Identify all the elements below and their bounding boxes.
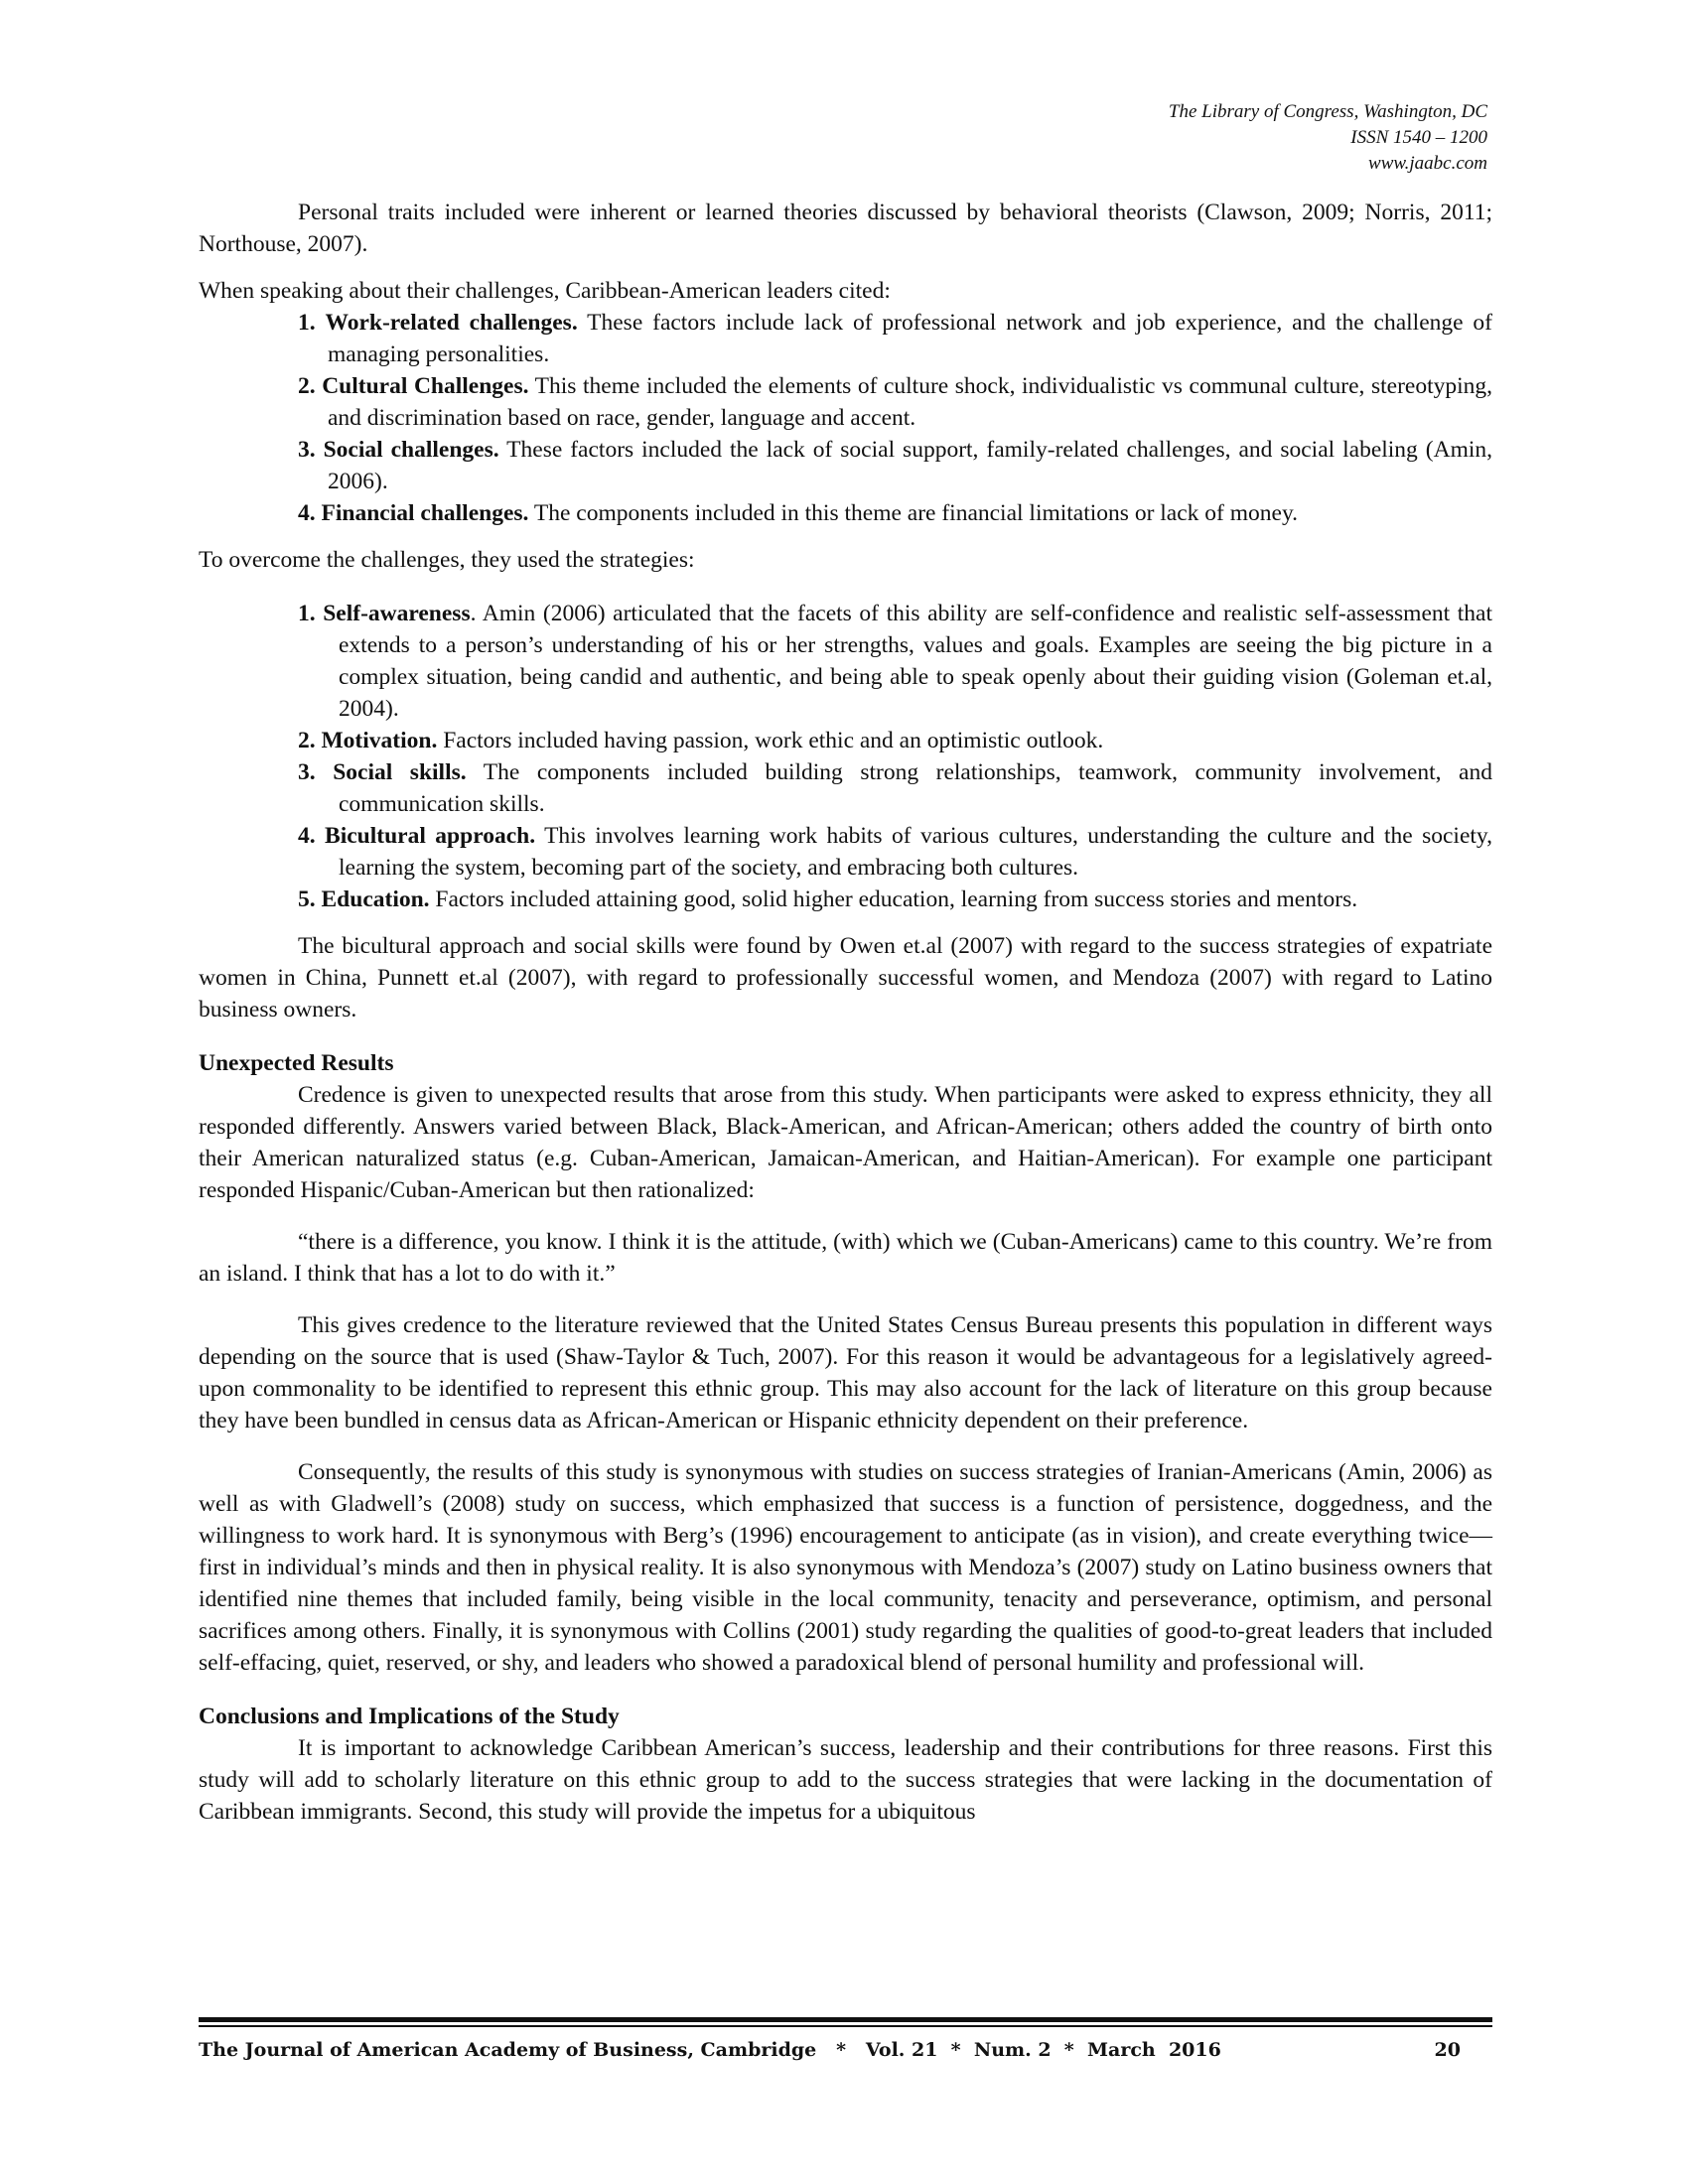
item-text: The components included in this theme are financial limitations or lack of money. xyxy=(528,500,1299,526)
page-number: 20 xyxy=(1434,2039,1461,2061)
paragraph-personal-traits: Personal traits included were inherent or learned theories discussed by behavioral theorists (Clawson, 2009; Norris, 2011; Northouse, 2007). xyxy=(199,200,1492,257)
item-text: . Amin (2006) articulated that the facets of this ability are self-confidence and realistic self-assessment that extends to a person’s understanding of his or her strengths, values and goals. Examples are seeing the big picture in a complex situation, being candid and authentic, and being able to speak openly about their guiding vision (Goleman et.al, 2004). xyxy=(339,601,1492,722)
challenges-intro: When speaking about their challenges, Caribbean-American leaders cited: xyxy=(199,278,891,304)
list-item xyxy=(298,370,1492,434)
item-number: 4. xyxy=(298,823,316,849)
item-number: 2. xyxy=(298,373,316,399)
article-body xyxy=(199,197,1492,1828)
heading-conclusions: Conclusions and Implications of the Study xyxy=(199,1704,620,1729)
item-term: Financial challenges. xyxy=(321,500,529,526)
paragraph-census: This gives credence to the literature reviewed that the United States Census Bureau presents this population in different ways depending on the source that is used (Shaw-Taylor & Tuch, 2007). For this reason it would be advantageous for a legislatively agreed-upon commonality to be identified to represent this ethnic group. This may also account for the lack of literature on this group because they have been bundled in census data as African-American or Hispanic ethnicity dependent on their preference. xyxy=(199,1312,1492,1433)
paragraph-bicultural: The bicultural approach and social skills were found by Owen et.al (2007) with regard to the success strategies of expatriate women in China, Punnett et.al (2007), with regard to professionally successful women, and Mendoza (2007) with regard to Latino business owners. xyxy=(199,933,1492,1023)
item-number: 1. xyxy=(298,601,316,626)
footer-rule-thick xyxy=(199,2017,1492,2022)
quote-participant: “there is a difference, you know. I think it is the attitude, (with) which we (Cuban-Americans) came to this country. We’re from an island. I think that has a lot to do with it.” xyxy=(199,1229,1492,1287)
list-item xyxy=(298,884,1492,915)
item-term: Cultural Challenges. xyxy=(322,373,529,399)
item-term: Self-awareness xyxy=(323,601,471,626)
paragraph-credence: Credence is given to unexpected results that arose from this study. When participants were asked to express ethnicity, they all responded differently. Answers varied between Black, Black-American, and African-American; others added the country of birth onto their American naturalized status (e.g. Cuban-American, Jamaican-American, and Haitian-American). For example one participant responded Hispanic/Cuban-American but then rationalized: xyxy=(199,1082,1492,1203)
list-item xyxy=(298,497,1492,529)
header-library: The Library of Congress, Washington, DC xyxy=(1168,101,1487,122)
item-number: 3. xyxy=(298,759,316,785)
item-term: Work-related challenges. xyxy=(325,310,578,336)
item-number: 3. xyxy=(298,437,316,463)
item-text: These factors included the lack of social support, family-related challenges, and social labeling (Amin, 2006). xyxy=(328,437,1492,494)
item-term: Bicultural approach. xyxy=(325,823,536,849)
item-number: 5. xyxy=(298,887,316,912)
list-item xyxy=(298,598,1492,725)
item-number: 1. xyxy=(298,310,316,336)
item-number: 2. xyxy=(298,728,316,753)
header-website: www.jaabc.com xyxy=(1368,153,1487,174)
challenges-list xyxy=(298,307,1492,529)
item-term: Education. xyxy=(321,887,430,912)
item-number: 4. xyxy=(298,500,316,526)
strategies-list xyxy=(298,598,1492,915)
item-text: This involves learning work habits of various cultures, understanding the culture and the society, learning the system, becoming part of the society, and embracing both cultures. xyxy=(339,823,1492,881)
item-term: Social skills. xyxy=(333,759,467,785)
item-term: Motivation. xyxy=(321,728,438,753)
paragraph-consequently: Consequently, the results of this study is synonymous with studies on success strategies of Iranian-Americans (Amin, 2006) as well as with Gladwell’s (2008) study on success, which emphasized that success is a function of persistence, doggedness, and the willingness to work hard. It is synonymous with Berg’s (1996) encouragement to anticipate (as in vision), and create everything twice—first in individual’s minds and then in physical reality. It is also synonymous with Mendoza’s (2007) study on Latino business owners that identified nine themes that included family, being visible in the local community, tenacity and perseverance, optimism, and personal sacrifices among others. Finally, it is synonymous with Collins (2001) study regarding the qualities of good-to-great leaders that included self-effacing, quiet, reserved, or shy, and leaders who showed a paradoxical blend of personal humility and professional will. xyxy=(199,1459,1492,1676)
item-term: Social challenges. xyxy=(323,437,499,463)
footer-journal-citation: The Journal of American Academy of Business, Cambridge * Vol. 21 * Num. 2 * March 2016 xyxy=(199,2039,1221,2061)
item-text: This theme included the elements of culture shock, individualistic vs communal culture, stereotyping, and discrimination based on race, gender, language and accent. xyxy=(328,373,1493,431)
list-item xyxy=(298,820,1492,884)
paragraph-acknowledge: It is important to acknowledge Caribbean American’s success, leadership and their contributions for three reasons. First this study will add to scholarly literature on this ethnic group to add to the success strategies that were lacking in the documentation of Caribbean immigrants. Second, this study will provide the impetus for a ubiquitous xyxy=(199,1735,1492,1825)
list-item xyxy=(298,756,1492,820)
strategies-intro: To overcome the challenges, they used the strategies: xyxy=(199,547,695,573)
running-header xyxy=(1169,99,1487,177)
header-issn: ISSN 1540 – 1200 xyxy=(1350,127,1487,148)
item-text: Factors included having passion, work ethic and an optimistic outlook. xyxy=(437,728,1104,753)
heading-unexpected-results: Unexpected Results xyxy=(199,1050,394,1076)
footer-rule-thin xyxy=(199,2025,1492,2027)
list-item xyxy=(298,307,1492,370)
item-text: Factors included attaining good, solid higher education, learning from success stories and mentors. xyxy=(429,887,1358,912)
item-text: These factors include lack of professional network and job experience, and the challenge of managing personalities. xyxy=(328,310,1492,367)
item-text: The components included building strong relationships, teamwork, community involvement, and communication skills. xyxy=(339,759,1492,817)
list-item xyxy=(298,725,1492,756)
list-item xyxy=(298,434,1492,497)
